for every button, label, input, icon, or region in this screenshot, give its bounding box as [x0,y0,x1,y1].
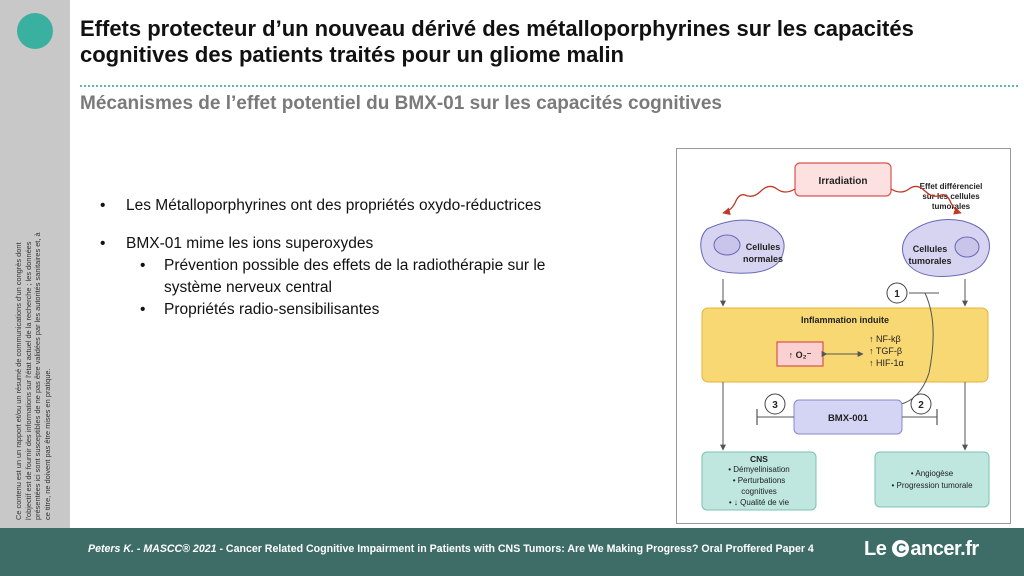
sub-bullet-item [100,255,570,299]
disclaimer-line: ce titre, ne doivent pas être mises en pratique. [42,368,52,520]
bullet-marker: • [140,301,146,318]
inflammation-label: Inflammation induite [800,315,890,325]
bullet-list [100,195,570,321]
nfkb-label: ↑ NF-kβ [869,334,901,344]
disclaimer-line: présentées ici sont susceptibles de ne pas être validées par les autorités sanitaires et, à [33,232,43,520]
tgfb-label: ↑ TGF-β [869,346,903,356]
bullet-item [100,233,570,255]
bullet-item [100,195,570,217]
o2-label: ↑ O₂⁻ [788,350,812,360]
cns-item: cognitives [741,487,777,496]
cns-title: CNS [750,454,768,464]
radiation-arrow-left [723,186,795,213]
tumor-cell-nucleus [955,237,979,257]
logo-suffix: ancer.fr [910,538,979,560]
footer-authors: Peters K. - MASCC® 2021 [88,543,217,555]
cns-item: • Perturbations [732,476,786,485]
logo-c-icon: C [892,540,909,557]
tumor-cell-label: Cellules [912,244,948,254]
normal-cell-nucleus [714,235,740,255]
tumor-outcome-box [875,452,989,507]
disclaimer [14,210,52,520]
disclaimer-line: Ce contenu est un un rapport et/ou un résumé de communications d'un congrès dont [14,242,23,520]
step-2-label: 2 [918,400,924,411]
effect-label-line: Effet différenciel [919,182,983,191]
title-divider [80,85,1018,87]
footer-reference: - Cancer Related Cognitive Impairment in Patients with CNS Tumors: Are We Making Progress? Oral Proffered Paper 4 [216,543,814,555]
sub-bullet-text: Prévention possible des effets de la radiothérapie sur le système nerveux central [164,257,546,296]
bullet-marker: • [100,197,106,214]
bullet-marker: • [140,257,146,274]
logo-prefix: Le [864,538,892,560]
mechanism-diagram [676,148,1011,524]
step-1-label: 1 [894,289,900,300]
tumor-outcome-item: • Angiogèse [910,469,954,478]
footer [0,528,1024,576]
normal-cell-label: normales [742,254,784,264]
cns-item: • Démyelinisation [728,465,790,474]
tumor-cell-label: tumorales [908,256,952,266]
lecancer-logo [864,538,979,561]
tumor-outcome-item: • Progression tumorale [891,481,973,490]
step-3-label: 3 [772,400,778,411]
cns-item: • ↓ Qualité de vie [728,498,790,507]
effect-label-line: sur les cellules [922,192,980,201]
bmx-label: BMX-001 [827,413,869,424]
hif-label: ↑ HIF-1α [869,358,904,368]
bullet-text: Les Métalloporphyrines ont des propriétés oxydo-réductrices [126,197,542,214]
effect-label-line: tumorales [931,202,971,211]
bullet-marker: • [100,235,106,252]
irradiation-label: Irradiation [818,176,868,187]
footer-citation [88,543,814,555]
page-subtitle: Mécanismes de l’effet potentiel du BMX-01 sur les capacités cognitives [80,93,722,114]
logo-circle-icon [17,13,53,49]
page-title: Effets protecteur d’un nouveau dérivé des métalloporphyrines sur les capacités cognitives des patients traités pour un gliome malin [80,16,914,67]
sub-bullet-text: Propriétés radio-sensibilisantes [164,301,380,318]
sub-bullet-item [100,299,570,321]
disclaimer-line: l'objectif est de fournir des informations sur l'état actuel de la recherche ; les données [23,241,33,520]
bullet-text: BMX-01 mime les ions superoxydes [126,235,374,252]
normal-cell-label: Cellules [745,242,781,252]
